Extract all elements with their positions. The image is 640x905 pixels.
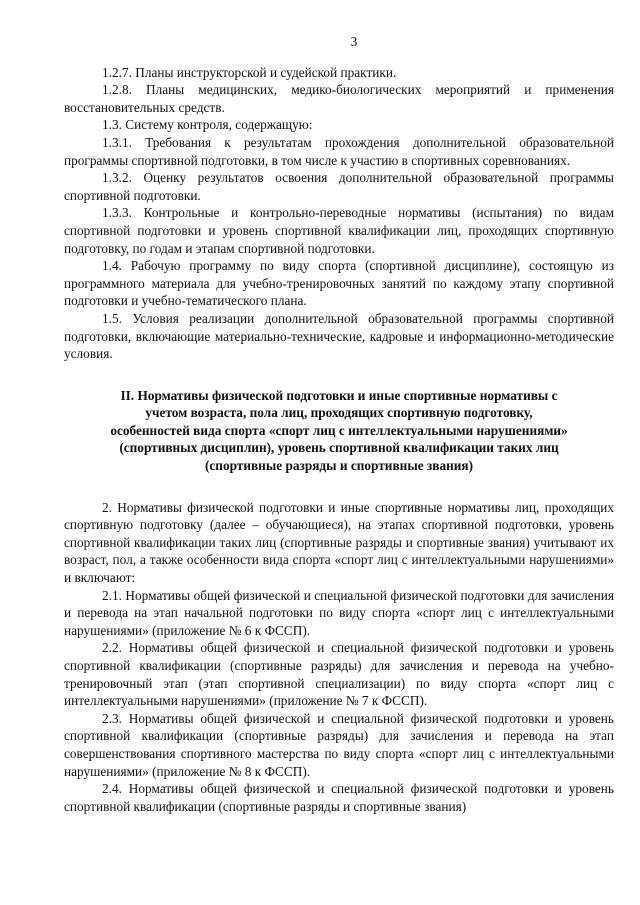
section-heading-line: особенностей вида спорта «спорт лиц с интеллектуальными нарушениями» bbox=[110, 422, 568, 438]
section-heading bbox=[64, 387, 614, 475]
paragraph-1-3-1: 1.3.1. Требования к результатам прохождения дополнительной образовательной программы спортивной подготовки, в том числе к участию в спортивных соревнованиях. bbox=[64, 134, 614, 168]
paragraph-1-2-7: 1.2.7. Планы инструкторской и судейской практики. bbox=[102, 64, 397, 80]
page-number: 3 bbox=[350, 34, 358, 49]
paragraph-1-2-8: 1.2.8. Планы медицинских, медико-биологических мероприятий и применения восстановительных средств. bbox=[64, 82, 614, 115]
paragraph-2: 2. Нормативы физической подготовки и иные спортивные нормативы лиц, проходящих спортивную подготовку (далее – обучающиеся), на этапах спортивной подготовки, уровень спортивной квалификации таких лиц (спортивные разряды и спортивные звания) учитывают их возраст, пол, а также особенности вида спорта «спорт лиц с интеллектуальными нарушениями» и включают: bbox=[64, 499, 614, 586]
section-heading-line: (спортивных дисциплин), уровень спортивной квалификации таких лиц bbox=[119, 440, 559, 456]
paragraph-2-2: 2.2. Нормативы общей физической и специальной физической подготовки и уровень спортивной квалификации (спортивные разряды) для зачисления и перевода на учебно-тренировочный этап (этап спортивной специализации) по виду спорта «спорт лиц с интеллектуальными нарушениями» (приложение № 7 к ФССП). bbox=[64, 640, 614, 709]
paragraph-1-3: 1.3. Систему контроля, содержащую: bbox=[102, 117, 313, 133]
paragraph-1-3-2: 1.3.2. Оценку результатов освоения дополнительной образовательной программы спортивной подготовки. bbox=[64, 170, 614, 203]
section-heading-line: II. Нормативы физической подготовки и иные спортивные нормативы с bbox=[120, 387, 558, 403]
paragraph-2-1: 2.1. Нормативы общей физической и специальной физической подготовки для зачисления и перевода на этап начальной подготовки по виду спорта «спорт лиц с интеллектуальными нарушениями» (приложение № 6 к ФССП). bbox=[64, 587, 614, 638]
section-heading-line: (спортивные разряды и спортивные звания) bbox=[204, 458, 474, 474]
section-heading-line: учетом возраста, пола лиц, проходящих спортивную подготовку, bbox=[145, 405, 533, 421]
paragraph-1-3-3: 1.3.3. Контрольные и контрольно-переводные нормативы (испытания) по видам спортивной подготовки и уровень спортивной квалификации лиц, проходящих спортивную подготовку, по годам и этапам спортивной подготовки. bbox=[64, 205, 614, 256]
paragraph-2-4: 2.4. Нормативы общей физической и специальной физической подготовки и уровень спортивной квалификации (спортивные разряды и спортивные звания) bbox=[64, 781, 614, 814]
paragraph-1-4: 1.4. Рабочую программу по виду спорта (спортивной дисциплине), состоящую из программного материала для учебно-тренировочных занятий по каждому этапу спортивной подготовки и учебно-тематического плана. bbox=[64, 258, 614, 309]
paragraph-2-3: 2.3. Нормативы общей физической и специальной физической подготовки и уровень спортивной квалификации (спортивные разряды) для зачисления и перевода на этап совершенствования спортивного мастерства по виду спорта «спорт лиц с интеллектуальными нарушениями» (приложение № 8 к ФССП). bbox=[64, 710, 614, 779]
paragraph-1-5: 1.5. Условия реализации дополнительной образовательной программы спортивной подготовки, включающие материально-технические, кадровые и информационно-методические условия. bbox=[64, 310, 614, 362]
